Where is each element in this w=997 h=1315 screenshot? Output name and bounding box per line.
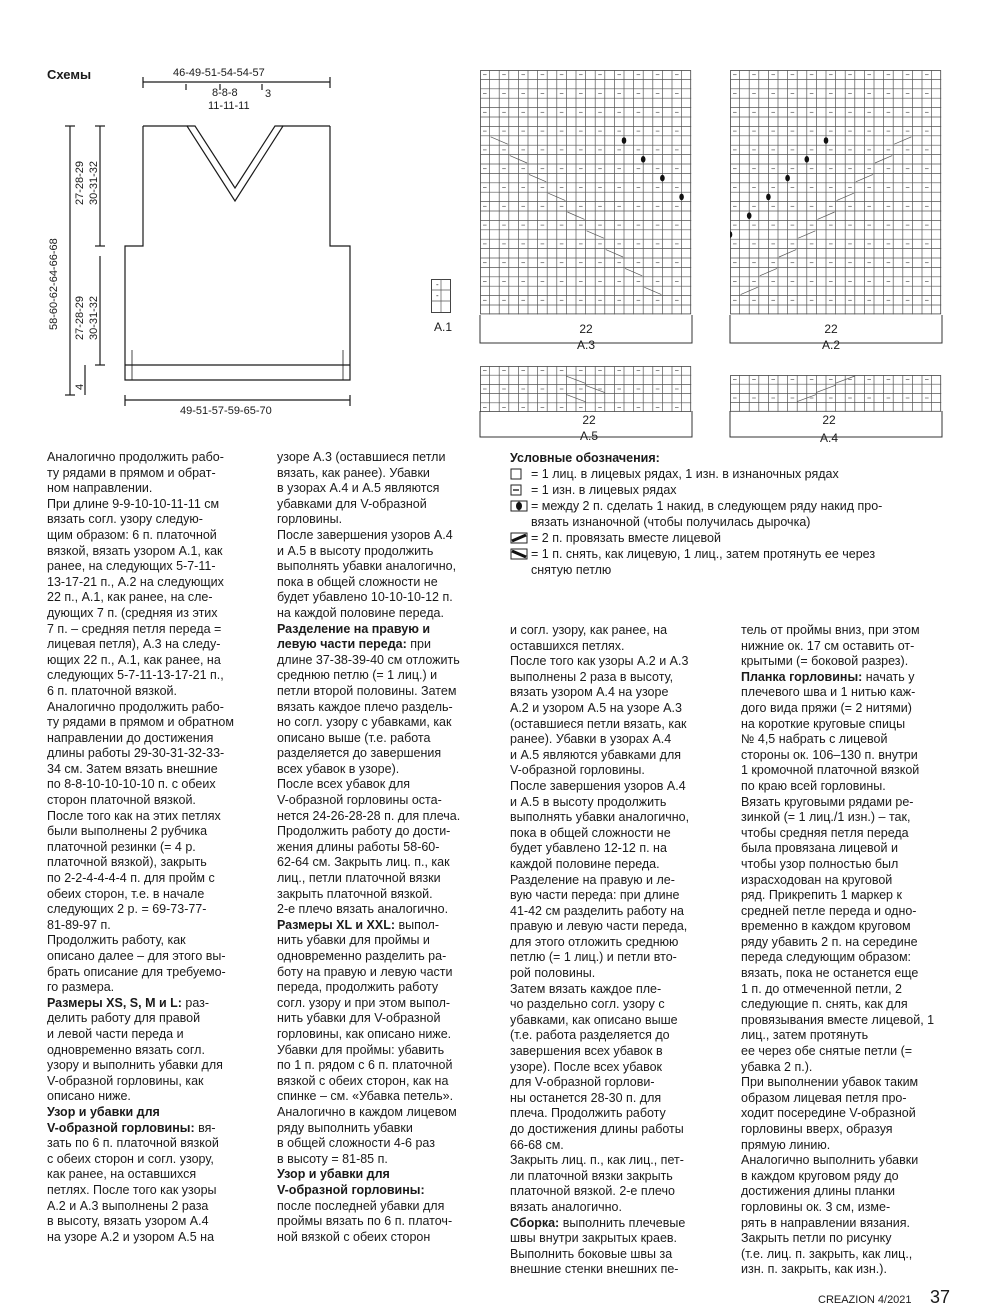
- paragraph: узоре А.3 (оставшиеся петли вязать, как ранее). Убавки в узорах А.4 и А.5 являются убавками для V-образной горловины.: [277, 450, 446, 527]
- paragraph-body: вя- зать по 6 п. платочной вязкой с обеих сторон и согл. узору, как ранее, на оставшихся петлях. После того как узоры А.2 и А.3 выполнены 2 раза в высоту, вязать узором А.4 на узоре А.2 и узором А.5 на: [47, 1120, 219, 1244]
- paragraph: Закрыть лиц. п., как лиц., пет- ли платочной вязки закрыть платочной вязкой. 2-е плечо вязать аналогично.: [510, 1153, 684, 1214]
- dim-lower-a: 27-28-29: [74, 295, 86, 340]
- legend-purl: = 1 изн. в лицевых рядах: [531, 483, 677, 497]
- purl-symbol-icon: [510, 484, 528, 496]
- subheading: Размеры XS, S, M и L:: [47, 995, 182, 1010]
- paragraph: [277, 1167, 495, 1245]
- paragraph-body: после последней убавки для проймы вязать по 6 п. платоч- ной вязкой с обеих сторон: [277, 1198, 453, 1244]
- chart-a3: [480, 70, 694, 315]
- dim-neck-c: 11-11-11: [208, 100, 250, 112]
- chart-a5-count: 22: [582, 413, 596, 427]
- magazine-issue: CREAZION 4/2021: [818, 1294, 912, 1306]
- paragraph: [741, 670, 963, 1075]
- paragraph: тель от проймы вниз, при этом нижние ок. 17 см оставить от- крытыми (= боковой разрез).: [741, 623, 920, 669]
- dim-hem: 4: [74, 383, 86, 390]
- legend-knit: = 1 лиц. в лицевых рядах, 1 изн. в изнаночных рядах: [531, 467, 839, 481]
- paragraph: [277, 622, 495, 778]
- chart-a2: [730, 70, 944, 315]
- subheading: Разделение на правую и левую части переда:: [277, 621, 431, 652]
- subheading: Размеры XL и XXL:: [277, 917, 396, 932]
- paragraph: После того как узоры А.2 и А.3 выполнены 2 раза в высоту, вязать узором А.4 на узоре А.2 и узором А.5 на узоре А.3 (оставшиеся петли вязать, как ранее). Убавки в узорах А.4 и А.5 являются убавками для V-образной горловины.: [510, 654, 689, 778]
- subheading: Узор и убавки для V-образной горловины:: [277, 1167, 425, 1197]
- chart-a5-label: A.5: [579, 429, 598, 443]
- paragraph-body: выполнить плечевые швы внутри закрытых краев. Выполнить боковые швы за внешние стенки внешних пе-: [510, 1215, 686, 1277]
- text-column-2: [277, 450, 495, 1245]
- paragraph: Аналогично выполнить убавки в каждом круговом ряду до достижения длины планки горловины ок. 3 см, изме- рять в направлении вязания. Закрыть петли по рисунку (т.е. лиц. п. закрыть, как лиц., изн. п. закрыть, как изн.).: [741, 1153, 919, 1277]
- paragraph: Продолжить работу, как описано далее – для этого вы- брать описание для требуемо- го размера.: [47, 933, 226, 995]
- yarn-over-symbol-icon: [510, 500, 528, 512]
- paragraph: После завершения узоров А.4 и А.5 в высоту продолжить выполнять убавки аналогично, пока в общей сложности не будет убавлено 10-10-10-12 п. на каждой половине переда.: [277, 527, 457, 620]
- skpo-symbol-icon: [510, 548, 528, 560]
- paragraph: При выполнении убавок таким образом лицевая петля про- ходит посередине V-образной горловины вверх, образуя прямую линию.: [741, 1075, 919, 1152]
- paragraph: Затем вязать каждое пле- чо раздельно согл. узору с убавками, как описано выше (т.е. работа разделяется до завершения всех убавок в узоре). После всех убавок для V-образной горлови- ны останется 28-30 п. для плеча. Продолжить работу до достижения длины работы 66-68 см.: [510, 981, 684, 1152]
- paragraph: Аналогично продолжить рабо- ту рядами в прямом и обратном направлении до достижения длины работы 29-30-31-32-33- 34 см. Затем вязать внешние по 8-8-10-10-10-10 п. с обеих сторон платочной вязкой.: [47, 699, 234, 808]
- legend-yarn-over: = между 2 п. сделать 1 накид, в следующем ряду накид про-: [531, 499, 883, 513]
- paragraph: [47, 996, 259, 1105]
- paragraph-body: выпол- нить убавки для проймы и одновременно разделить ра- боту на правую и левую части переда, продолжить работу согл. узору и при этом выпол- нить убавки для V-образной горловины, как описано ниже.: [277, 917, 453, 1041]
- text-column-1: [47, 450, 259, 1245]
- page-number: 37: [930, 1287, 951, 1307]
- chart-brackets: [478, 315, 948, 440]
- subheading: Сборка:: [510, 1215, 560, 1230]
- paragraph: Аналогично продолжить рабо- ту рядами в прямом и обрат- ном направлении.: [47, 450, 224, 496]
- paragraph-body: раз- делить работу для правой и левой части переда и одновременно вязать согл. узору и выполнить убавки для V-образной горловины, как описано ниже.: [47, 995, 223, 1104]
- legend-title: Условные обозначения:: [510, 451, 660, 465]
- dim-upper-b: 30-31-32: [88, 160, 100, 205]
- paragraph: [510, 1216, 728, 1278]
- paragraph: При длине 9-9-10-10-11-11 см вязать согл. узору следую- щим образом: 6 п. платочной вязкой, вязать узором А.1, как ранее, на следующих 5-7-11- 13-17-21 п., А.2 на следующих 22 п., А.1, как ранее, на сле- дующих 7 п. (средняя из этих 7 п. – средняя петля переда = лицевая петля), А.3 на следу- ющих 22 п., А.1, как ранее, на следующих 5-7-11-13-17-21 п., 6 п. платочной вязкой.: [47, 496, 224, 698]
- knit-symbol-icon: [510, 468, 528, 480]
- chart-a3-count: 22: [579, 322, 593, 336]
- chart-a4-count: 22: [822, 413, 836, 427]
- chart-a2-label: A.2: [821, 338, 840, 352]
- chart-a4-label: A.4: [819, 431, 838, 445]
- chart-a1-label: A.1: [433, 320, 452, 334]
- paragraph-body: начать у плечевого шва и 1 нитью каж- дого вида пряжи (= 2 нитями) на короткие круговые спицы № 4,5 набрать с лицевой стороны ок. 106–130 п. внутри 1 кромочной платочной вязкой по краю всей горловины. Вязать круговыми рядами ре- зинкой (= 1 лиц./1 изн.) – так, чтобы средняя петля переда была провязана лицевой и чтобы узор полностью был израсходован на круговой ряд. Прикрепить 1 маркер к средней петле переда и одно- временно в каждом круговом ряду убавить 2 п. на середине переда следующим образом: вязать, пока не останется еще 1 п. до отмеченной петли, 2 следующие п. снять, как для провязывания вместе лицевой, 1 лиц., затем протянуть ее через обе снятые петли (= убавка 2 п.).: [741, 669, 935, 1074]
- paragraph: После завершения узоров А.4 и А.5 в высоту продолжить выполнять убавки аналогично, пока в общей сложности не будет убавлено 12-12 п. на каждой половине переда.: [510, 778, 690, 871]
- paragraph: После того как на этих петлях были выполнены 2 рубчика платочной резинки (= 4 р. платочной вязкой), закрыть по 2-2-4-4-4-4 п. для пройм с обеих сторон, т.е. в начале следующих 2 р. = 69-73-77- 81-89-97 п.: [47, 808, 221, 932]
- legend-skpo-cont: снятую петлю: [531, 563, 612, 577]
- k2tog-symbol-icon: [510, 532, 528, 544]
- garment-schematic: [40, 60, 360, 430]
- dim-total-height: 58-60-62-64-66-68: [48, 238, 60, 330]
- schema-title: Схемы: [47, 67, 92, 82]
- paragraph-body: при длине 37-38-39-40 см отложить среднюю петлю (= 1 лиц.) и петли второй половины. Затем вязать каждое плечо раздель- но согл. узору с убавками, как описано выше (т.е. работа разделяется до завершения всех убавок в узоре).: [277, 637, 460, 776]
- chart-a2-count: 22: [824, 322, 838, 336]
- subheading: Планка горловины:: [741, 669, 863, 684]
- legend-skpo: = 1 п. снять, как лицевую, 1 лиц., затем протянуть ее через: [531, 547, 876, 561]
- svg-text:-: -: [436, 280, 439, 289]
- paragraph: [47, 1105, 259, 1245]
- dim-bottom-width: 49-51-57-59-65-70: [180, 405, 272, 417]
- dim-upper-a: 27-28-29: [74, 160, 86, 205]
- dim-top-width: 46-49-51-54-54-57: [173, 67, 265, 79]
- chart-a3-label: A.3: [576, 338, 595, 352]
- paragraph: После всех убавок для V-образной горловины оста- нется 24-26-28-28 п. для плеча. Продолжить работу до дости- жения длины работы 58-60- 62-64 см. Закрыть лиц. п., как лиц., петли платочной вязки закрыть платочной вязкой. 2-е плечо вязать аналогично.: [277, 777, 461, 917]
- dim-neck-a: 8-8-8: [212, 87, 238, 99]
- paragraph: [277, 918, 495, 1043]
- paragraph: и согл. узору, как ранее, на оставшихся петлях.: [510, 623, 668, 653]
- legend: [510, 450, 960, 578]
- svg-text:-: -: [436, 291, 439, 300]
- text-column-4: [741, 623, 963, 1278]
- chart-a1: [431, 279, 451, 319]
- dim-neck-b: 3: [265, 88, 272, 100]
- dim-lower-b: 30-31-32: [88, 295, 100, 340]
- text-column-3: [510, 623, 728, 1278]
- paragraph: Разделение на правую и ле- вую части переда: при длине 41-42 см разделить работу на правую и левую части переда, для этого отложить среднюю петлю (= 1 лиц.) и петли вто- рой половины.: [510, 872, 688, 981]
- legend-k2tog: = 2 п. провязать вместе лицевой: [531, 531, 721, 545]
- paragraph: Убавки для проймы: убавить по 1 п. рядом с 6 п. платочной вязкой с обеих сторон, как на спинке – см. «Убавка петель». Аналогично в каждом лицевом ряду выполнить убавки в общей сложности 4-6 раз в высоту = 81-85 п.: [277, 1042, 457, 1166]
- legend-yarn-over-cont: вязать изнаночной (чтобы получилась дырочка): [531, 515, 811, 529]
- subheading: Узор и убавки для V-образной горловины:: [47, 1104, 195, 1135]
